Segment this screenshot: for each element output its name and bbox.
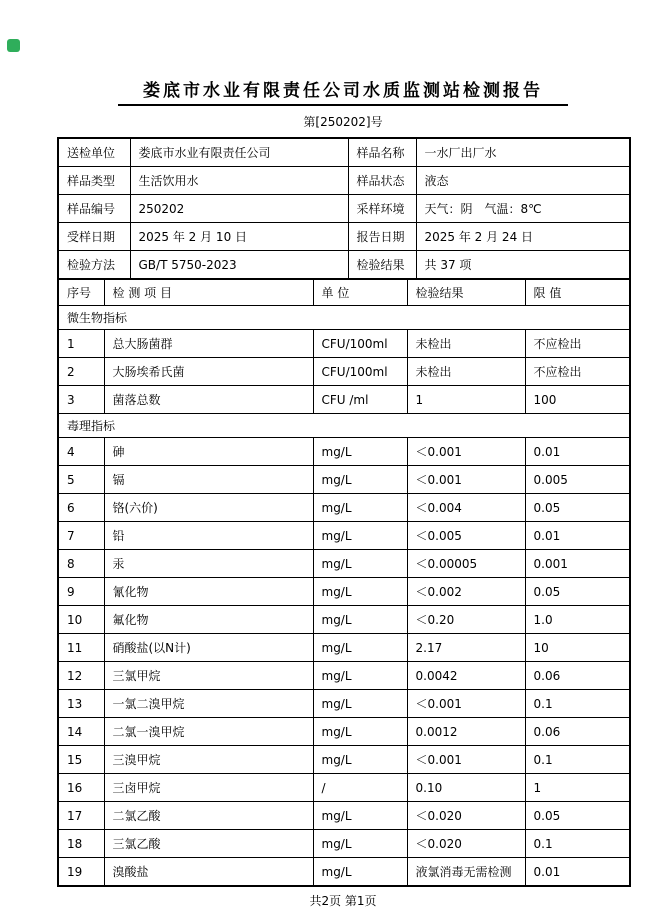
cell-limit: 不应检出: [525, 330, 630, 358]
cell-limit: 10: [525, 634, 630, 662]
result-row: [58, 858, 630, 887]
info-label: 报告日期: [348, 223, 416, 251]
header-result: 检验结果: [407, 279, 525, 306]
cell-limit: 0.01: [525, 522, 630, 550]
cell-result: ＜0.00005: [407, 550, 525, 578]
cell-item: 三氯乙酸: [104, 830, 313, 858]
cell-no: 10: [58, 606, 104, 634]
cell-item: 大肠埃希氏菌: [104, 358, 313, 386]
sample-info-table: [57, 137, 631, 280]
cell-no: 1: [58, 330, 104, 358]
result-row: [58, 746, 630, 774]
info-label: 检验方法: [58, 251, 130, 280]
cell-item: 三溴甲烷: [104, 746, 313, 774]
cell-unit: mg/L: [313, 438, 407, 466]
result-row: [58, 606, 630, 634]
info-row: [58, 167, 630, 195]
cell-limit: 0.01: [525, 438, 630, 466]
cell-no: 8: [58, 550, 104, 578]
info-label: 样品状态: [348, 167, 416, 195]
cell-unit: mg/L: [313, 494, 407, 522]
cell-item: 溴酸盐: [104, 858, 313, 887]
cell-unit: mg/L: [313, 634, 407, 662]
cell-unit: mg/L: [313, 550, 407, 578]
cell-limit: 1.0: [525, 606, 630, 634]
cell-no: 4: [58, 438, 104, 466]
result-row: [58, 358, 630, 386]
info-label: 检验结果: [348, 251, 416, 280]
cell-unit: mg/L: [313, 718, 407, 746]
info-row: [58, 251, 630, 280]
cell-no: 3: [58, 386, 104, 414]
report-number: 第[250202]号: [303, 115, 383, 129]
cell-item: 二氯一溴甲烷: [104, 718, 313, 746]
info-value: 生活饮用水: [130, 167, 348, 195]
result-row: [58, 578, 630, 606]
cell-limit: 0.06: [525, 662, 630, 690]
cell-no: 11: [58, 634, 104, 662]
cell-item: 铅: [104, 522, 313, 550]
cell-no: 19: [58, 858, 104, 887]
info-value: 250202: [130, 195, 348, 223]
result-row: [58, 330, 630, 358]
result-row: [58, 550, 630, 578]
info-value: 娄底市水业有限责任公司: [130, 138, 348, 167]
cell-result: 0.0042: [407, 662, 525, 690]
cell-unit: mg/L: [313, 690, 407, 718]
cell-limit: 0.1: [525, 746, 630, 774]
cell-result: ＜0.002: [407, 578, 525, 606]
cell-limit: 0.1: [525, 830, 630, 858]
result-row: [58, 466, 630, 494]
result-row: [58, 522, 630, 550]
cell-item: 一氯二溴甲烷: [104, 690, 313, 718]
cell-result: ＜0.020: [407, 802, 525, 830]
cell-limit: 100: [525, 386, 630, 414]
cell-item: 菌落总数: [104, 386, 313, 414]
cell-limit: 不应检出: [525, 358, 630, 386]
cell-limit: 0.005: [525, 466, 630, 494]
header-seq: 序号: [58, 279, 104, 306]
results-header-row: [58, 279, 630, 306]
cell-result: ＜0.001: [407, 438, 525, 466]
cell-result: 1: [407, 386, 525, 414]
cell-no: 5: [58, 466, 104, 494]
section-row: [58, 306, 630, 330]
cell-limit: 0.05: [525, 802, 630, 830]
report-content: [57, 80, 629, 909]
cell-unit: CFU /ml: [313, 386, 407, 414]
cell-result: ＜0.001: [407, 690, 525, 718]
cell-limit: 0.06: [525, 718, 630, 746]
cell-unit: /: [313, 774, 407, 802]
result-row: [58, 634, 630, 662]
section-label: 毒理指标: [58, 414, 630, 438]
section-row: [58, 414, 630, 438]
cell-result: 0.0012: [407, 718, 525, 746]
info-label: 送检单位: [58, 138, 130, 167]
info-value: 天气：阴 气温：8℃: [416, 195, 630, 223]
cell-item: 汞: [104, 550, 313, 578]
cell-no: 12: [58, 662, 104, 690]
cell-no: 17: [58, 802, 104, 830]
cell-item: 硝酸盐(以N计): [104, 634, 313, 662]
section-label: 微生物指标: [58, 306, 630, 330]
result-row: [58, 662, 630, 690]
info-row: [58, 138, 630, 167]
info-row: [58, 223, 630, 251]
cell-unit: mg/L: [313, 606, 407, 634]
cell-item: 镉: [104, 466, 313, 494]
info-label: 采样环境: [348, 195, 416, 223]
result-row: [58, 438, 630, 466]
cell-no: 13: [58, 690, 104, 718]
cell-no: 9: [58, 578, 104, 606]
header-limit: 限 值: [525, 279, 630, 306]
cell-item: 铬(六价): [104, 494, 313, 522]
cell-result: ＜0.004: [407, 494, 525, 522]
info-label: 样品编号: [58, 195, 130, 223]
results-table-head: [58, 279, 630, 306]
page-footer: 共2页 第1页: [309, 894, 377, 908]
cell-item: 三卤甲烷: [104, 774, 313, 802]
title-underline: [118, 104, 568, 106]
results-table: [57, 278, 631, 887]
cell-unit: mg/L: [313, 578, 407, 606]
sample-info-table-body: [58, 138, 630, 279]
cell-unit: mg/L: [313, 662, 407, 690]
green-app-icon: [7, 39, 20, 52]
result-row: [58, 690, 630, 718]
result-row: [58, 774, 630, 802]
cell-unit: mg/L: [313, 830, 407, 858]
cell-no: 15: [58, 746, 104, 774]
info-label: 样品名称: [348, 138, 416, 167]
info-label: 样品类型: [58, 167, 130, 195]
cell-result: ＜0.001: [407, 466, 525, 494]
cell-limit: 1: [525, 774, 630, 802]
info-value: 共 37 项: [416, 251, 630, 280]
cell-result: 未检出: [407, 358, 525, 386]
cell-no: 18: [58, 830, 104, 858]
cell-no: 7: [58, 522, 104, 550]
cell-item: 三氯甲烷: [104, 662, 313, 690]
result-row: [58, 802, 630, 830]
cell-no: 2: [58, 358, 104, 386]
cell-unit: CFU/100ml: [313, 358, 407, 386]
header-unit: 单 位: [313, 279, 407, 306]
info-row: [58, 195, 630, 223]
cell-result: 2.17: [407, 634, 525, 662]
result-row: [58, 494, 630, 522]
info-label: 受样日期: [58, 223, 130, 251]
cell-limit: 0.1: [525, 690, 630, 718]
cell-unit: mg/L: [313, 802, 407, 830]
cell-result: 0.10: [407, 774, 525, 802]
cell-result: ＜0.001: [407, 746, 525, 774]
info-value: 2025 年 2 月 24 日: [416, 223, 630, 251]
result-row: [58, 386, 630, 414]
cell-limit: 0.01: [525, 858, 630, 887]
cell-limit: 0.05: [525, 578, 630, 606]
cell-result: ＜0.005: [407, 522, 525, 550]
cell-limit: 0.001: [525, 550, 630, 578]
info-value: 一水厂出厂水: [416, 138, 630, 167]
cell-unit: CFU/100ml: [313, 330, 407, 358]
cell-item: 总大肠菌群: [104, 330, 313, 358]
results-table-body: [58, 306, 630, 887]
cell-result: 液氯消毒无需检测: [407, 858, 525, 887]
cell-item: 二氯乙酸: [104, 802, 313, 830]
cell-unit: mg/L: [313, 466, 407, 494]
cell-result: ＜0.20: [407, 606, 525, 634]
info-value: 2025 年 2 月 10 日: [130, 223, 348, 251]
info-value: 液态: [416, 167, 630, 195]
info-value: GB/T 5750-2023: [130, 251, 348, 280]
cell-result: 未检出: [407, 330, 525, 358]
result-row: [58, 718, 630, 746]
cell-limit: 0.05: [525, 494, 630, 522]
result-row: [58, 830, 630, 858]
cell-unit: mg/L: [313, 522, 407, 550]
cell-item: 氰化物: [104, 578, 313, 606]
cell-unit: mg/L: [313, 746, 407, 774]
cell-item: 氟化物: [104, 606, 313, 634]
cell-no: 6: [58, 494, 104, 522]
report-title: 娄底市水业有限责任公司水质监测站检测报告: [143, 81, 543, 101]
header-item: 检 测 项 目: [104, 279, 313, 306]
cell-no: 16: [58, 774, 104, 802]
cell-no: 14: [58, 718, 104, 746]
cell-result: ＜0.020: [407, 830, 525, 858]
cell-unit: mg/L: [313, 858, 407, 887]
cell-item: 砷: [104, 438, 313, 466]
